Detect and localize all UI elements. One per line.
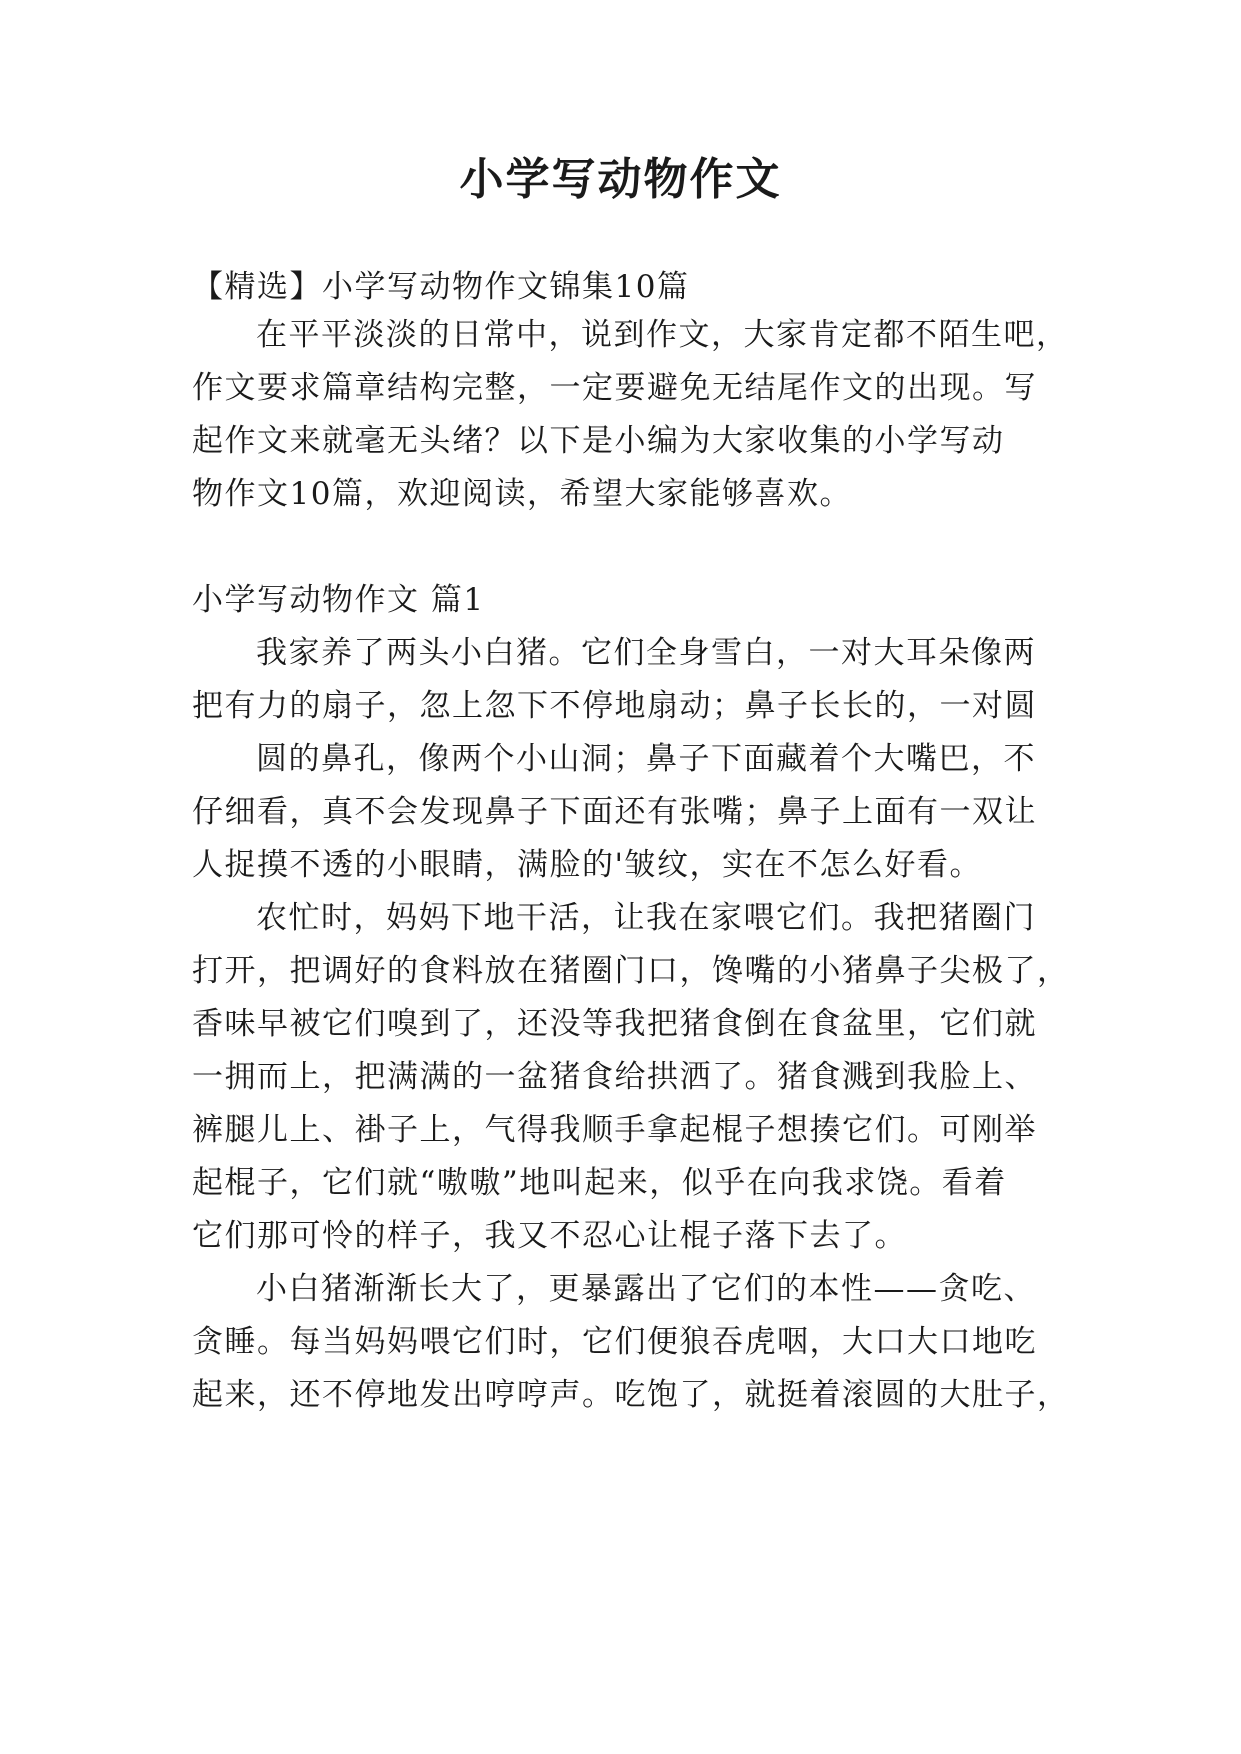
intro-line-3: 起作文来就毫无头绪？以下是小编为大家收集的小学写动 xyxy=(192,423,1005,459)
body-line-4: 仔细看，真不会发现鼻子下面还有张嘴；鼻子上面有一双让 xyxy=(192,794,1037,830)
body-line-14: 贪睡。每当妈妈喂它们时，它们便狼吞虎咽，大口大口地吃 xyxy=(192,1324,1037,1360)
intro-line-2: 作文要求篇章结构完整，一定要避免无结尾作文的出现。写 xyxy=(192,370,1037,406)
body-line-9: 一拥而上，把满满的一盆猪食给拱洒了。猪食溅到我脸上、 xyxy=(192,1059,1037,1095)
document-title: 小学写动物作文 xyxy=(459,154,782,205)
body-line-15: 起来，还不停地发出哼哼声。吃饱了，就挺着滚圆的大肚子， xyxy=(192,1377,1070,1413)
body-line-10: 裤腿儿上、褂子上，气得我顺手拿起棍子想揍它们。可刚举 xyxy=(192,1112,1037,1148)
section-heading: 小学写动物作文 篇1 xyxy=(192,582,485,618)
body-line-5: 人捉摸不透的小眼睛，满脸的'皱纹，实在不怎么好看。 xyxy=(192,847,983,883)
intro-line-1: 在平平淡淡的日常中，说到作文，大家肯定都不陌生吧， xyxy=(256,317,1069,353)
intro-line-4: 物作文10篇，欢迎阅读，希望大家能够喜欢。 xyxy=(192,476,852,512)
body-line-8: 香味早被它们嗅到了，还没等我把猪食倒在食盆里，它们就 xyxy=(192,1006,1037,1042)
body-line-2: 把有力的扇子，忽上忽下不停地扇动；鼻子长长的，一对圆 xyxy=(192,688,1037,724)
body-line-12: 它们那可怜的样子，我又不忍心让棍子落下去了。 xyxy=(192,1218,907,1254)
body-line-6: 农忙时，妈妈下地干活，让我在家喂它们。我把猪圈门 xyxy=(256,900,1036,936)
document-subtitle: 【精选】小学写动物作文锦集10篇 xyxy=(192,269,690,305)
body-line-7: 打开，把调好的食料放在猪圈门口，馋嘴的小猪鼻子尖极了， xyxy=(192,953,1070,989)
body-line-11: 起棍子，它们就“嗷嗷”地叫起来，似乎在向我求饶。看着 xyxy=(192,1165,1007,1201)
body-line-13: 小白猪渐渐长大了，更暴露出了它们的本性——贪吃、 xyxy=(256,1271,1036,1307)
body-line-1: 我家养了两头小白猪。它们全身雪白，一对大耳朵像两 xyxy=(256,635,1036,671)
body-line-3: 圆的鼻孔，像两个小山洞；鼻子下面藏着个大嘴巴，不 xyxy=(256,741,1036,777)
